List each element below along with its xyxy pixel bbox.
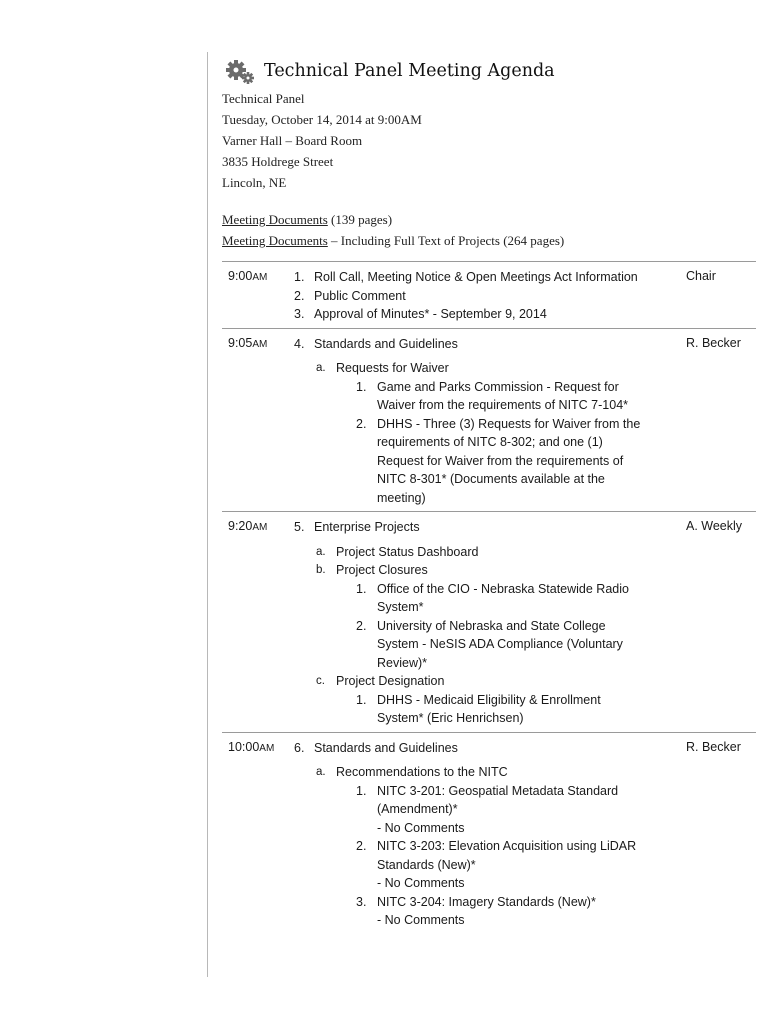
sub-sub-number: 2. <box>356 618 367 633</box>
item-number: 3. <box>294 307 305 321</box>
standard-title: NITC 3-203: Elevation Acquisition using LiDAR Standards (New)* <box>377 839 637 872</box>
meeting-documents-full-link[interactable]: Meeting Documents <box>222 233 328 248</box>
meeting-date <box>222 109 756 130</box>
meeting-documents-link[interactable]: Meeting Documents <box>222 212 328 227</box>
standard-title: NITC 3-204: Imagery Standards (New)* <box>377 894 596 909</box>
sub-text: Requests for Waiver <box>336 361 449 375</box>
sub-sub-item <box>294 378 674 415</box>
organization: Technical Panel <box>222 91 305 106</box>
sub-letter: a. <box>316 362 326 374</box>
sub-sub-number: 1. <box>356 581 367 596</box>
document-note: – Including Full Text of Projects (264 pages) <box>327 233 565 248</box>
time-value: 9:05 <box>228 335 253 350</box>
agenda-time <box>228 269 267 283</box>
sub-list <box>294 543 674 728</box>
sub-sub-item <box>294 837 674 893</box>
agenda-time <box>228 740 274 754</box>
agenda-item <box>294 518 674 537</box>
document-row <box>222 230 756 251</box>
item-number: 6. <box>294 740 305 755</box>
agenda-item <box>294 268 674 287</box>
document-note: (139 pages) <box>327 212 393 227</box>
time-value: 9:00 <box>228 269 253 283</box>
item-text: Enterprise Projects <box>314 520 420 534</box>
standard-note: - No Comments <box>377 820 465 835</box>
time-ampm: AM <box>259 742 275 754</box>
agenda-section <box>222 262 756 329</box>
sub-item <box>294 561 674 580</box>
sub-sub-text: University of Nebraska and State College System - NeSIS ADA Compliance (Voluntary Review)* <box>377 618 623 670</box>
time-value: 10:00 <box>228 739 260 754</box>
agenda-body <box>294 268 674 324</box>
sub-item <box>294 672 674 691</box>
sub-text: Recommendations to the NITC <box>336 765 508 779</box>
agenda-body <box>294 518 674 728</box>
sub-sub-text: DHHS - Medicaid Eligibility & Enrollment System* (Eric Henrichsen) <box>377 692 601 725</box>
sub-item <box>294 359 674 378</box>
agenda-item <box>294 739 674 758</box>
sub-sub-number: 1. <box>356 783 367 798</box>
item-number: 1. <box>294 270 305 284</box>
item-number: 2. <box>294 288 305 303</box>
time-ampm: AM <box>252 522 268 533</box>
sub-sub-item <box>294 893 674 930</box>
sub-sub-item <box>294 580 674 617</box>
sub-sub-item <box>294 617 674 673</box>
sub-sub-text <box>377 893 649 930</box>
agenda-presenter: R. Becker <box>686 335 741 350</box>
sub-text: Project Designation <box>336 674 445 688</box>
sub-sub-text: DHHS - Three (3) Requests for Waiver from the requirements of NITC 8-302; and one (1) Request for Waiver from the requirements of NITC 8-301* (Documents available at the meeting) <box>377 416 641 505</box>
item-text: Standards and Guidelines <box>314 336 458 351</box>
gears-icon <box>222 57 262 85</box>
standard-title: NITC 3-201: Geospatial Metadata Standard (Amendment)* <box>377 783 619 816</box>
meeting-date-text: Tuesday, October 14, 2014 at 9:00 <box>222 112 401 127</box>
sub-letter: a. <box>316 766 326 778</box>
sub-sub-number: 2. <box>356 839 367 853</box>
time-ampm: AM <box>252 338 268 350</box>
agenda-section <box>222 733 756 934</box>
sub-sub-text <box>377 837 649 893</box>
sub-text: Project Status Dashboard <box>336 544 479 559</box>
agenda-time <box>228 519 267 533</box>
sub-letter: a. <box>316 545 326 558</box>
sub-sub-text: Game and Parks Commission - Request for Waiver from the requirements of NITC 7-104* <box>377 379 629 412</box>
agenda-body <box>294 739 674 930</box>
sub-item <box>294 763 674 782</box>
meeting-date-ampm: AM <box>400 112 422 127</box>
meeting-documents <box>222 209 756 251</box>
sub-sub-number: 3. <box>356 894 367 909</box>
time-value: 9:20 <box>228 519 253 533</box>
sub-sub-text <box>377 782 649 838</box>
agenda-item <box>294 335 674 354</box>
meeting-info <box>222 88 756 193</box>
sub-sub-item <box>294 691 674 728</box>
sub-text: Project Closures <box>336 563 428 577</box>
item-text: Roll Call, Meeting Notice & Open Meetings Act Information <box>314 270 638 284</box>
sub-list <box>294 763 674 930</box>
agenda-presenter: R. Becker <box>686 739 741 754</box>
sub-letter: b. <box>316 564 326 576</box>
agenda-body <box>294 335 674 508</box>
agenda-item <box>294 287 674 306</box>
agenda-item <box>294 305 674 324</box>
item-text: Public Comment <box>314 288 406 303</box>
page-title: Technical Panel Meeting Agenda <box>264 61 555 81</box>
location-line: Lincoln, NE <box>222 175 287 190</box>
sub-sub-item <box>294 782 674 838</box>
time-ampm: AM <box>252 272 268 283</box>
agenda-section <box>222 512 756 733</box>
location-line: 3835 Holdrege Street <box>222 154 334 169</box>
sub-letter: c. <box>316 675 325 687</box>
standard-note: - No Comments <box>377 913 465 927</box>
document-row <box>222 209 756 230</box>
agenda-presenter: Chair <box>686 269 716 283</box>
sub-item <box>294 543 674 562</box>
agenda-page <box>222 56 756 934</box>
agenda-time <box>228 336 267 350</box>
standard-note: - No Comments <box>377 876 465 890</box>
agenda-table <box>222 261 756 934</box>
item-number: 5. <box>294 520 305 534</box>
title-row <box>222 56 756 86</box>
item-text: Standards and Guidelines <box>314 740 458 755</box>
margin-rule <box>207 52 208 977</box>
agenda-presenter: A. Weekly <box>686 519 743 533</box>
location-line: Varner Hall – Board Room <box>222 133 363 148</box>
sub-sub-number: 1. <box>356 692 367 707</box>
item-text: Approval of Minutes* - September 9, 2014 <box>314 307 547 321</box>
sub-sub-number: 1. <box>356 379 367 394</box>
agenda-section <box>222 329 756 513</box>
sub-sub-number: 2. <box>356 416 367 431</box>
sub-list <box>294 359 674 507</box>
item-number: 4. <box>294 336 305 351</box>
sub-sub-text: Office of the CIO - Nebraska Statewide Radio System* <box>377 581 629 614</box>
sub-sub-item <box>294 415 674 508</box>
